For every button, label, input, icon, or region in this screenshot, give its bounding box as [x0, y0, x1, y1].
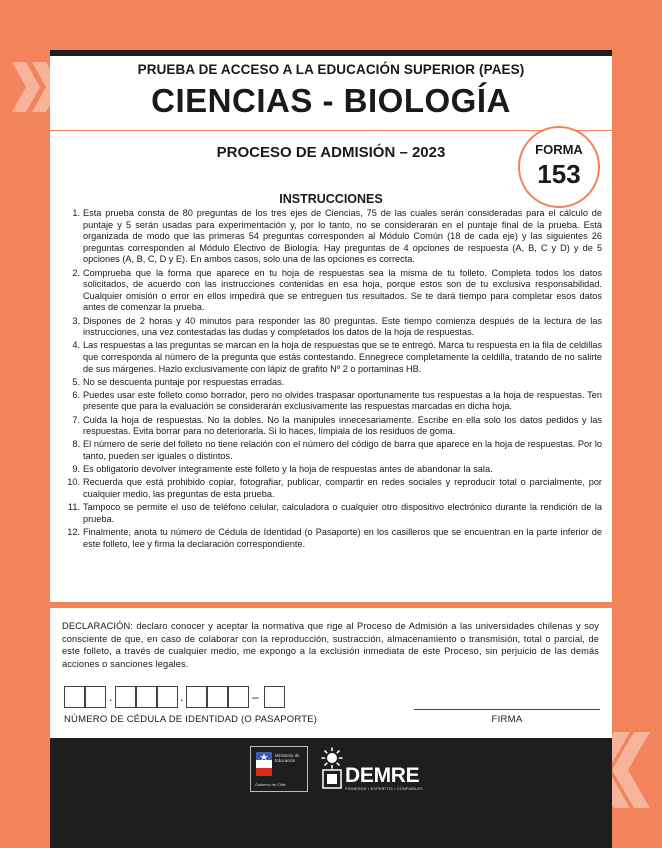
instruction-number: 9. — [72, 464, 80, 475]
id-dot-separator: . — [180, 690, 184, 704]
instruction-item — [62, 316, 602, 339]
instruction-item — [62, 477, 602, 500]
instruction-text: El número de serie del folleto no tiene relación con el número del código de barra que aparece en la hoja de respuestas. Por lo tanto, pueden ser iguales o distintos. — [83, 439, 602, 462]
section-divider — [50, 602, 612, 608]
instruction-number: 2. — [72, 267, 80, 278]
signature-line[interactable] — [414, 709, 600, 710]
instruction-text: Comprueba que la forma que aparece en tu hoja de respuestas sea la misma de tu folleto. Completa todos los datos solicitados, de acuerdo con las instrucciones contenidas en esa hoja, porque estos son de tu exclusiva responsabilidad. Cualquier omisión o error en ellos impedirá que se entreguen tus resultados. Se te dará tiempo para completar esos datos antes de comenzar la prueba. — [83, 267, 602, 313]
instruction-text: Tampoco se permite el uso de teléfono celular, calculadora o cualquier otro dispositivo electrónico durante la rendición de la prueba. — [83, 502, 602, 524]
footer-band — [50, 738, 612, 848]
instruction-number: 6. — [72, 389, 80, 400]
instruction-text: Es obligatorio devolver íntegramente este folleto y la hoja de respuestas antes de abandonar la sala. — [83, 464, 493, 475]
declaration-text: DECLARACIÓN: declaro conocer y aceptar la normativa que rige al Proceso de Admisión a las universidades chilenas y soy consciente de que, en caso de colaborar con la reproducción, sustracción, almacenamiento o transmisión, total o parcial, de este folleto, a través de cualquier medio, me expongo a la exclusión inmediata de este Proceso, sin perjuicio de las demás acciones o sanciones legales. — [62, 621, 599, 669]
instruction-number: 11. — [67, 502, 80, 513]
id-dash-separator: – — [252, 690, 259, 704]
instruction-number: 1. — [72, 208, 80, 218]
demre-logo — [320, 746, 423, 794]
demre-tagline: PIONEROS • EXPERTOS • CONFIABLES — [345, 787, 423, 791]
id-check-digit-box[interactable] — [264, 686, 285, 708]
instruction-number: 3. — [72, 315, 80, 326]
id-number-label: NÚMERO DE CÉDULA DE IDENTIDAD (O PASAPORTE) — [64, 714, 318, 725]
instruction-item — [62, 340, 602, 375]
id-digit-box[interactable] — [115, 686, 136, 708]
instruction-number: 5. — [72, 376, 80, 387]
ministry-name: Ministerio de Educación — [275, 753, 300, 763]
instructions-heading: INSTRUCCIONES — [279, 192, 383, 206]
instruction-item — [62, 502, 602, 525]
signature-label: FIRMA — [491, 714, 523, 725]
header-divider — [50, 130, 612, 131]
id-dot-separator: . — [109, 690, 113, 704]
instruction-item — [62, 390, 602, 413]
instruction-text: Las respuestas a las preguntas se marcan en la hoja de respuestas que se te entregó. Marca tu respuesta en la fila de celdillas que corresponda al número de la pregunta que estás contestando. Ennegrece completamente la celdilla, tratando de no salirte de sus márgenes. Hazlo exclusivamente con lápiz de grafito Nº 2 o portaminas HB. — [83, 340, 602, 374]
chile-shield-icon — [256, 752, 272, 778]
instruction-number: 4. — [72, 340, 80, 351]
id-digit-box[interactable] — [85, 686, 106, 708]
top-bar — [50, 50, 612, 56]
instruction-text: Recuerda que está prohibido copiar, fotografiar, publicar, compartir en redes sociales y reproducir total o parcialmente, por cualquier medio, las preguntas de esta prueba. — [83, 477, 602, 499]
instruction-item — [62, 439, 602, 462]
instruction-item — [62, 268, 602, 314]
ministry-logo — [250, 746, 308, 792]
instruction-number: 10. — [67, 477, 80, 488]
id-digit-box[interactable] — [186, 686, 207, 708]
instruction-number: 7. — [72, 414, 80, 425]
id-digit-box[interactable] — [136, 686, 157, 708]
instruction-text: Cuida la hoja de respuestas. No la dobles. No la manipules innecesariamente. Escribe en ella solo los datos pedidos y las respuestas. Evita borrar para no deteriorarla. Si lo haces, límpiala de los residuos de goma. — [83, 414, 602, 437]
instruction-text: Puedes usar este folleto como borrador, pero no olvides traspasar oportunamente tus respuestas a la hoja de respuestas. Ten presente que para la evaluación se considerarán exclusivamente las respuestas marcadas en dicha hoja. — [83, 389, 602, 412]
instruction-item — [62, 464, 602, 476]
booklet-cover — [50, 50, 612, 848]
instructions-list — [62, 208, 602, 552]
id-digit-box[interactable] — [207, 686, 228, 708]
instruction-text: Dispones de 2 horas y 40 minutos para responder las 80 preguntas. Este tiempo comienza después de la lectura de las instrucciones, una vez contestadas las dudas y completados los datos de la hoja de respuestas. — [83, 315, 602, 338]
forma-label: FORMA — [535, 142, 583, 157]
instruction-number: 8. — [72, 439, 80, 450]
id-digit-box[interactable] — [64, 686, 85, 708]
instruction-item — [62, 208, 602, 266]
exam-title: CIENCIAS - BIOLOGÍA — [151, 82, 511, 119]
forma-number: 153 — [537, 159, 581, 189]
instruction-text: Finalmente, anota tu número de Cédula de Identidad (o Pasaporte) en los casilleros que se encuentran en la parte inferior de este folleto, lee y firma la declaración correspondiente. — [83, 526, 602, 549]
demre-wordmark: DEMRE — [345, 764, 420, 787]
instruction-item — [62, 527, 602, 550]
government-name: Gobierno de Chile — [255, 783, 286, 787]
instruction-text: Esta prueba consta de 80 preguntas de los tres ejes de Ciencias, 75 de las cuales serán consideradas para el cálculo de puntaje y 5 serán usadas para experimentación y, por lo tanto, no se considerarán en el puntaje final de la prueba. Está organizada de modo que las primeras 54 preguntas corresponden al Módulo Común (18 de cada eje) y las siguientes 26 preguntas corresponden al Módulo Electivo de Biología. Hay preguntas de 4 opciones de respuesta (A, B, C y D) y de 5 opciones (A, B, C, D y E). En ambos casos, solo una de las opciones es correcta. — [83, 208, 602, 265]
sun-emblem-icon — [320, 746, 344, 790]
id-digit-box[interactable] — [228, 686, 249, 708]
instruction-text: No se descuenta puntaje por respuestas erradas. — [83, 376, 285, 387]
id-digit-box[interactable] — [157, 686, 178, 708]
exam-subtitle: PRUEBA DE ACCESO A LA EDUCACIÓN SUPERIOR (PAES) — [137, 62, 525, 77]
process-label: PROCESO DE ADMISIÓN – 2023 — [216, 144, 446, 161]
instruction-item — [62, 377, 602, 389]
instruction-item — [62, 415, 602, 438]
instruction-number: 12. — [67, 526, 80, 537]
